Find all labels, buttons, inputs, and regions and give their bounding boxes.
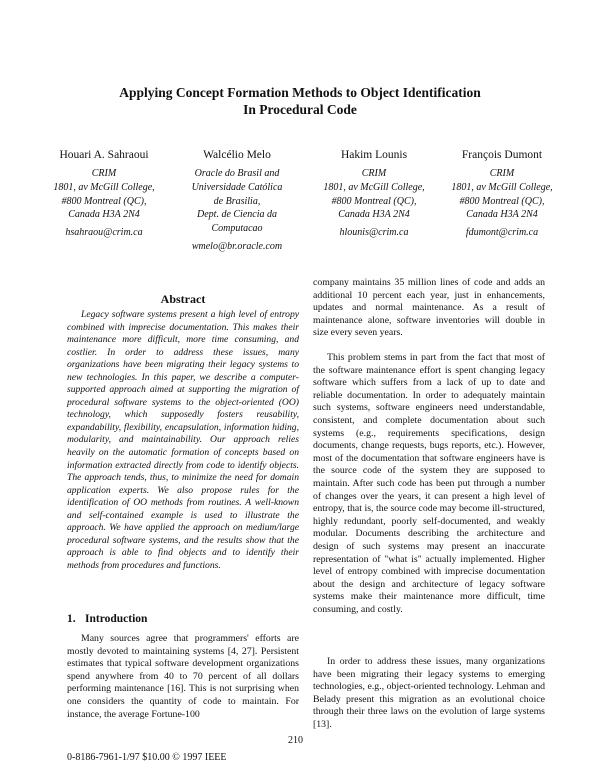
affiliation-line: 1801, av McGill College, (53, 181, 155, 193)
section-number: 1. (67, 613, 76, 625)
author-2 (167, 148, 307, 254)
copyright-line: 0-8186-7961-1/97 $10.00 © 1997 IEEE (67, 752, 227, 763)
affiliation-line: Canada H3A 2N4 (338, 209, 410, 221)
affiliation-line: Canada H3A 2N4 (466, 209, 538, 221)
abstract-heading: Abstract (160, 292, 206, 306)
right-column-paragraph-3: In order to address these issues, many organizations have been migrating their legacy systems to emerging technologies, e.g., object-oriented technology. Lehman and Belady present this migration as an evolutional choice through their three laws on the evolution of large systems [13]. (313, 656, 545, 730)
right-column-paragraph-2: This problem stems in part from the fact that most of the software maintenance effort is spent changing legacy software which suffers from a lack of up to date and reliable documentation. In order to adequately maintain such systems, software engineers need understandable, consistent, and complete documentation about such systems (e.g., requirements specifications, design documents, change requests, bugs reports, etc.). However, most of the documentation that software engineers have is the source code of the system they are supposed to maintain. After such code has been put through a number of changes over the years, it can present a high level of entropy, that is, the source code may become ill-structured, highly redundant, poorly self-documented, and weakly modular. Documents describing the architecture and design of such systems may present an inaccurate representation of "what is" actually implemented. Higher level of entropy combined with imprecise documentation about the design and architecture of legacy software systems make their maintenance more difficult, time consuming, and costly. (313, 352, 545, 615)
abstract-text: Legacy software systems present a high level of entropy combined with imprecise documentation. This makes their maintenance more difficult, more time consuming, and costlier. In order to address these issues, many organizations have been migrating their legacy systems to new technologies. In this paper, we describe a computer-supported approach aimed at supporting the migration of procedural software systems to the object-oriented (OO) technology, which supposedly fosters reusability, expandability, flexibility, encapsulation, information hiding, modularity, and maintainability. Our approach relies heavily on the automatic formation of concepts based on information extracted directly from code to identify objects. The approach tends, thus, to minimize the need for domain application experts. We also propose rules for the identification of OO methods from routines. A well-known and self-contained example is used to illustrate the approach. We have applied the approach on medium/large procedural software systems, and the results show that the approach is able to find objects and to identify their methods from procedures and functions. (67, 309, 299, 571)
affiliation-line: Universidade Católica (191, 181, 283, 193)
affiliation-line: CRIM (489, 168, 515, 179)
affiliation-line: 1801, av McGill College, (451, 181, 553, 193)
author-affiliation (34, 167, 174, 222)
affiliation-line: CRIM (91, 168, 117, 179)
author-email: hlounis@crim.ca (339, 227, 409, 239)
section-heading-introduction (67, 613, 147, 625)
author-email: wmelo@br.oracle.com (191, 240, 283, 252)
paper-title (60, 84, 540, 118)
affiliation-line: 1801, av McGill College, (323, 181, 425, 193)
title-line-2: In Procedural Code (243, 102, 357, 117)
author-3 (304, 148, 444, 240)
author-affiliation (304, 167, 444, 222)
author-affiliation (167, 167, 307, 236)
introduction-text: Many sources agree that programmers' efforts are mostly devoted to maintaining systems [4, 27]. Persistent estimates that typical software development organizations spend anywhere from 40 to 70 percent of all dollars performing maintenance [16]. This is not surprising when one considers the quantity of code to maintain. For instance, the average Fortune-100 (67, 633, 299, 720)
author-block (34, 148, 574, 263)
author-1 (34, 148, 174, 240)
author-name: François Dumont (461, 149, 543, 161)
section-title-text: Introduction (85, 613, 148, 625)
affiliation-line: #800 Montreal (QC), (331, 195, 417, 207)
page-number: 210 (288, 735, 303, 746)
affiliation-line: Canada H3A 2N4 (68, 209, 140, 221)
affiliation-line: #800 Montreal (QC), (61, 195, 147, 207)
title-line-1: Applying Concept Formation Methods to Object Identification (119, 85, 481, 100)
affiliation-line: #800 Montreal (QC), (459, 195, 545, 207)
affiliation-line: Computacao (211, 223, 263, 235)
author-name: Walcélio Melo (203, 149, 271, 161)
author-affiliation (432, 167, 572, 222)
affiliation-line: CRIM (361, 168, 387, 179)
affiliation-line: Dept. de Ciencia da (197, 209, 277, 221)
author-email: hsahraou@crim.ca (65, 227, 143, 239)
author-name: Houari A. Sahraoui (59, 149, 149, 161)
author-4 (432, 148, 572, 240)
author-name: Hakim Lounis (340, 149, 408, 161)
affiliation-line: Oracle do Brasil and (194, 168, 280, 179)
right-column-paragraph-1: company maintains 35 million lines of code and adds an additional 10 percent each year, just in enhancements, updates and normal maintenance. As a result of maintenance alone, software inventories will double in size every seven years. (313, 277, 545, 339)
author-email: fdumont@crim.ca (465, 227, 539, 239)
affiliation-line: de Brasilia, (213, 195, 261, 207)
